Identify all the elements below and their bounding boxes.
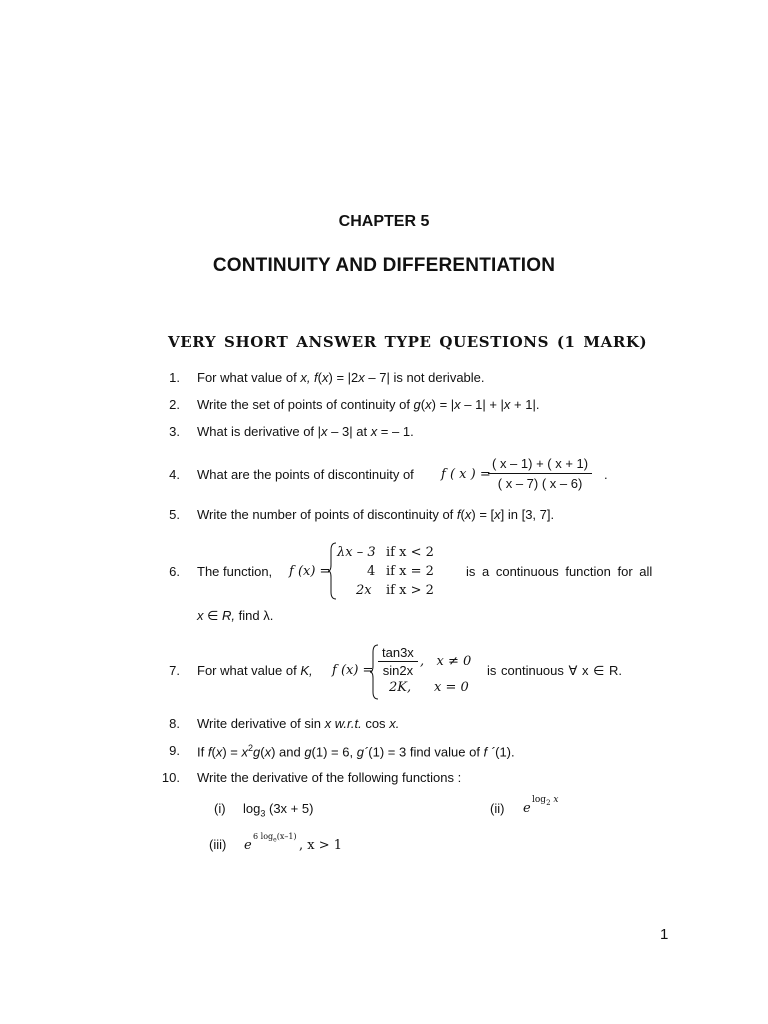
function-name: f (x) = [332,663,374,678]
period: . [604,467,608,482]
subpart-iii-label: (iii) [209,837,227,852]
chapter-heading: CHAPTER 5 [338,213,430,230]
question-number: 9. [169,743,180,758]
question-text: is a continuous function for all [466,564,653,579]
text: – 1| + | [460,397,504,412]
text: ( [460,507,465,522]
question-number: 10. [161,770,180,785]
case-2-expr: 4 [367,564,376,579]
text: x [425,397,432,412]
log-base: 3 [260,808,266,819]
text: ( [420,397,426,412]
fraction [378,645,418,678]
text: ) = |2 [328,370,359,385]
text: (1) = 3 find value of [368,744,484,760]
text: f [456,507,461,522]
question-text [197,608,273,624]
subpart-ii-label: (ii) [490,801,505,816]
question-text: is continuous ∀ x ∈ R. [487,663,623,678]
text: 6 log [253,832,274,841]
subpart-i-expr [243,801,313,819]
chapter-title: CONTINUITY AND DIFFERENTIATION [212,255,556,276]
case-2-cond: if x = 2 [386,564,434,579]
fraction-box [378,645,418,678]
fraction [488,456,592,491]
subpart-ii-expr: e [523,801,531,816]
text: x [322,370,329,385]
text: log [532,795,547,805]
text: x [494,507,501,522]
text: ) = [ [471,507,495,522]
text: x ∈ R, [197,608,236,623]
text: x [464,507,472,522]
question-number: 3. [169,424,180,439]
text: Write the set of points of continuity of [197,397,414,412]
text: = – 1. [377,424,414,439]
fraction-denominator: sin2x [378,661,418,678]
text: If [197,744,208,760]
case-1-expr: λx – 3 [337,545,376,560]
text: ( [260,744,265,760]
question-text: What are the points of discontinuity of [197,467,414,482]
text: x [503,397,511,412]
section-heading: VERY SHORT ANSWER TYPE QUESTIONS (1 MARK) [168,333,648,351]
text: ( [211,744,216,760]
text: (1). [495,744,515,760]
text: What is derivative of | [197,424,322,439]
log-base: e [273,836,277,844]
question-number: 2. [169,397,180,412]
text: g [413,397,421,412]
text: x [215,744,223,760]
question-number: 7. [169,663,180,678]
question-text [197,507,554,522]
case-2-expr: 2K, [389,680,412,695]
text: g´ [356,744,369,760]
text: (1) = 6, [311,744,357,760]
question-text: Write the derivative of the following functions : [197,770,462,785]
text: find λ. [235,608,274,623]
text: ) and [271,744,305,760]
fraction-box [488,456,592,491]
text: For what value of [197,370,301,385]
text: x. [389,716,400,731]
question-text [197,397,539,412]
question-text [197,716,399,731]
exponent: 2 [247,743,253,753]
question-text: The function, [197,564,273,579]
question-text [197,743,515,759]
fraction-denominator: ( x – 7) ( x – 6) [488,473,592,491]
question-number: 8. [169,716,180,731]
question-number: 5. [169,507,180,522]
subpart-iii-condition: , x > 1 [299,838,343,853]
question-number: 1. [169,370,180,385]
subpart-iii-exponent [253,832,297,844]
text: ] in [3, 7]. [500,507,555,522]
question-text [197,370,485,385]
case-1-cond: , x ≠ 0 [420,654,472,669]
question-number: 6. [169,564,180,579]
text: – 7| is not derivable. [364,370,485,385]
text: x [241,744,248,760]
text: x w.r.t. [324,716,362,731]
case-3-cond: if x > 2 [386,583,434,598]
subpart-iii-expr: e [244,838,252,853]
case-1-cond: if x < 2 [386,545,434,560]
subpart-i-label: (i) [214,801,226,816]
text: K, [300,663,313,678]
question-text [197,663,313,678]
text: Write derivative of sin [197,716,325,731]
text: x [264,744,272,760]
text: ( [317,370,323,385]
text: (x–1) [276,832,297,841]
text: f ´ [483,744,496,760]
text: g [304,744,312,760]
text: Write the number of points of discontinuity of [197,507,457,522]
text: ) = [222,744,242,760]
text: (3x + 5) [265,801,314,816]
subpart-ii-exponent [532,795,558,807]
text: x [321,424,328,439]
page-number: 1 [660,926,669,943]
text: log [243,801,261,816]
question-text [197,424,414,439]
text: g [252,744,261,760]
text: – 3| at [327,424,371,439]
fraction-numerator: ( x – 1) + ( x + 1) [492,456,589,471]
text: f [207,744,212,760]
case-2-cond: x = 0 [434,680,469,695]
text: For what value of [197,663,301,678]
text: x, f [300,370,318,385]
text: + 1|. [510,397,540,412]
log-base: 2 [546,798,551,807]
function-name: f ( x ) = [441,467,491,482]
text: cos [361,716,390,731]
text: ) = | [431,397,455,412]
text: x [370,424,378,439]
question-number: 4. [169,467,180,482]
text: x [454,397,461,412]
case-3-expr: 2x [356,583,372,598]
function-name: f (x) = [289,564,331,579]
text: x [358,370,365,385]
fraction-numerator: tan3x [382,645,414,660]
text: x [550,795,559,805]
